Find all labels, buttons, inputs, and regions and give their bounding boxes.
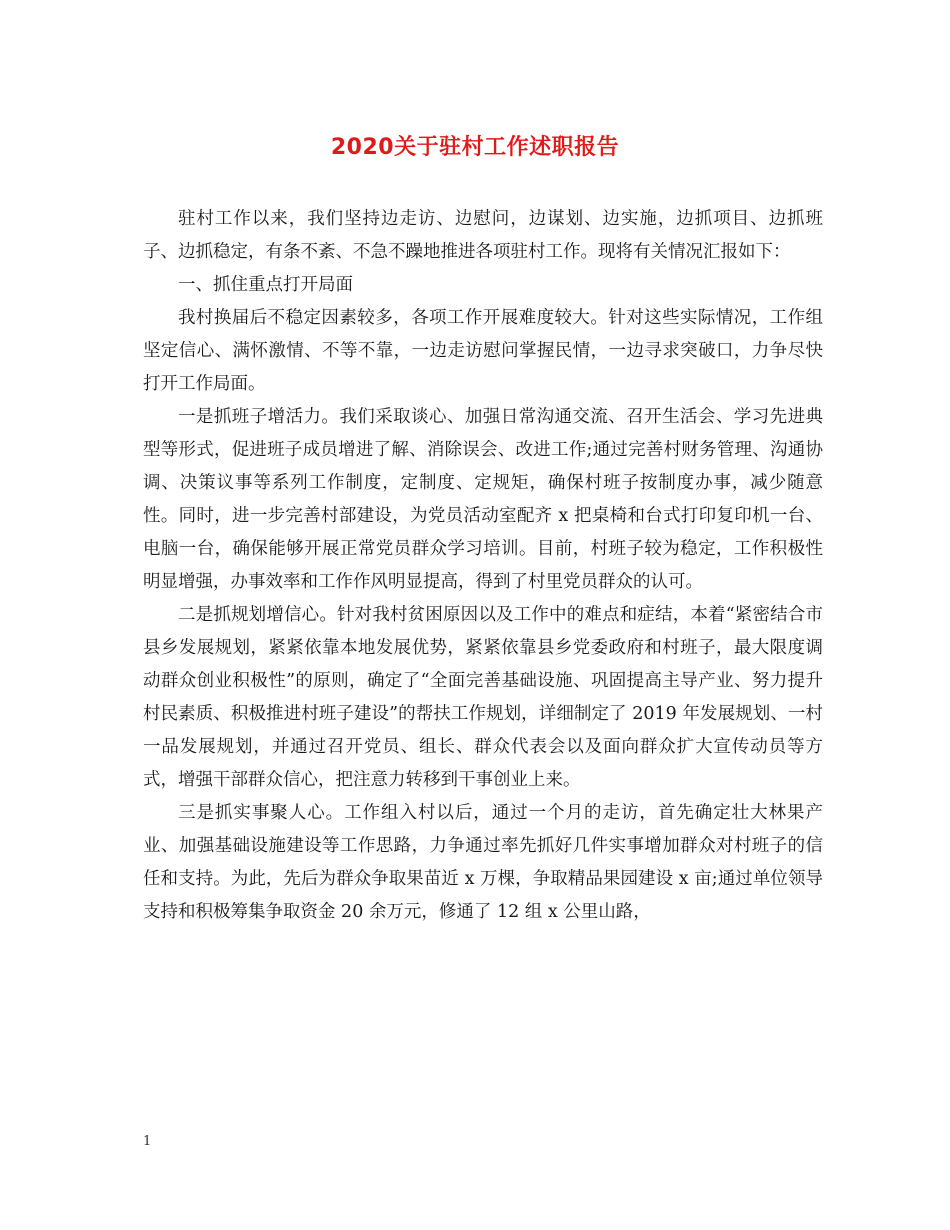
document-body: [143, 203, 823, 929]
paragraph-section-intro: 我村换届后不稳定因素较多，各项工作开展难度较大。针对这些实际情况，工作组坚定信心、满怀激情、不等不靠，一边走访慰问掌握民情，一边寻求突破口，力争尽快打开工作局面。: [143, 308, 823, 394]
paragraph-practical-work: 三是抓实事聚人心。工作组入村以后，通过一个月的走访，首先确定壮大林果产业、加强基础设施建设等工作思路，力争通过率先抓好几件实事增加群众对村班子的信任和支持。为此，先后为群众争取果苗近 x 万棵，争取精品果园建设 x 亩;通过单位领导支持和积极筹集争取资金 20 余万元，修通了 12 组 x 公里山路，: [143, 803, 823, 922]
section-heading: 一、抓住重点打开局面: [178, 275, 353, 295]
paragraph-team-building: 一是抓班子增活力。我们采取谈心、加强日常沟通交流、召开生活会、学习先进典型等形式，促进班子成员增进了解、消除误会、改进工作;通过完善村财务管理、沟通协调、决策议事等系列工作制度，定制度、定规矩，确保村班子按制度办事，减少随意性。同时，进一步完善村部建设，为党员活动室配齐 x 把桌椅和台式打印复印机一台、电脑一台，确保能够开展正常党员群众学习培训。目前，村班子较为稳定，工作积极性明显增强，办事效率和工作作风明显提高，得到了村里党员群众的认可。: [143, 407, 823, 592]
paragraph-intro: 驻村工作以来，我们坚持边走访、边慰问，边谋划、边实施，边抓项目、边抓班子、边抓稳定，有条不紊、不急不躁地推进各项驻村工作。现将有关情况汇报如下：: [143, 209, 823, 262]
document-title: 2020关于驻村工作述职报告: [330, 135, 620, 160]
page-number: 1: [143, 1134, 152, 1149]
paragraph-planning: 二是抓规划增信心。针对我村贫困原因以及工作中的难点和症结，本着“紧密结合市县乡发展规划，紧紧依靠本地发展优势，紧紧依靠县乡党委政府和村班子，最大限度调动群众创业积极性”的原则，确定了“全面完善基础设施、巩固提高主导产业、努力提升村民素质、积极推进村班子建设”的帮扶工作规划，详细制定了 2019 年发展规划、一村一品发展规划，并通过召开党员、组长、群众代表会以及面向群众扩大宣传动员等方式，增强干部群众信心，把注意力转移到干事创业上来。: [143, 605, 823, 790]
